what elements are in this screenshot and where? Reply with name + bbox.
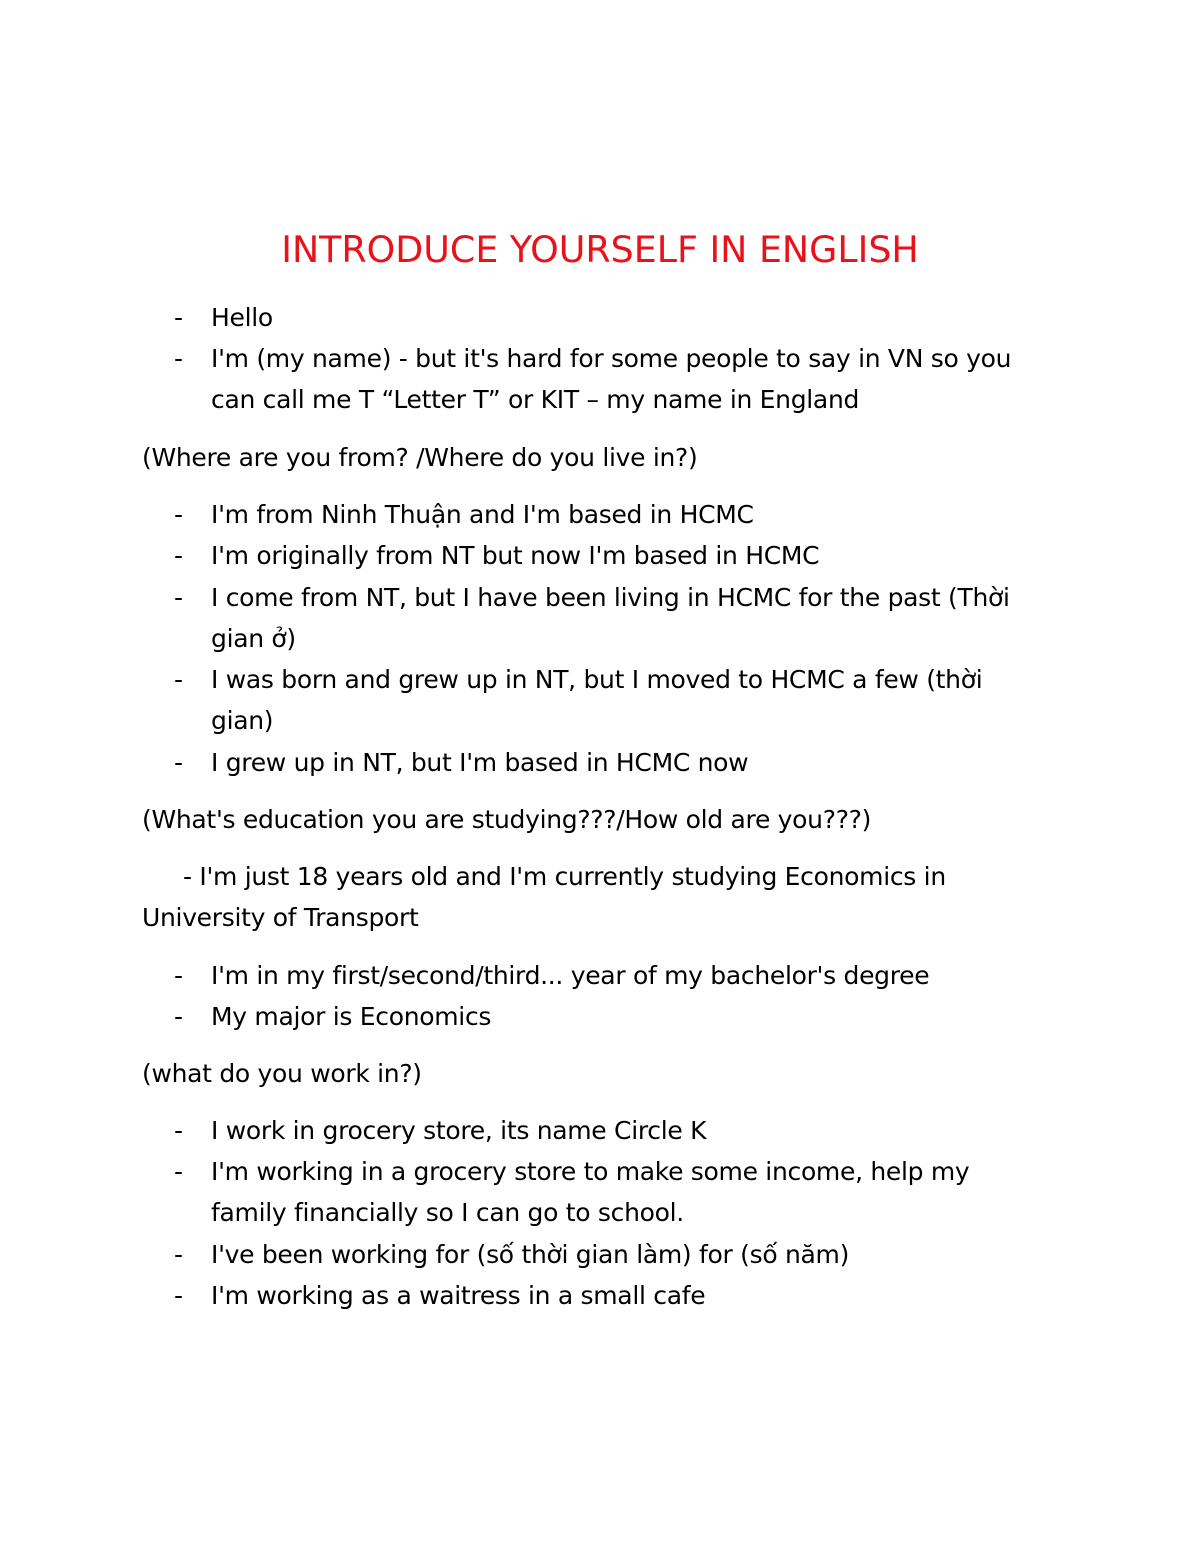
document-title: INTRODUCE YOURSELF IN ENGLISH: [281, 228, 919, 271]
bullet-dash: -: [174, 1116, 184, 1145]
bullet-dash: -: [174, 1002, 184, 1031]
list-item-name-line1: I'm (my name) - but it's hard for some people to say in VN so you: [211, 344, 1012, 373]
question-work: (what do you work in?): [142, 1059, 422, 1088]
bullet-dash: -: [174, 1281, 184, 1310]
bullet-dash: -: [174, 500, 184, 529]
education-statement-line1: - I'm just 18 years old and I'm currently studying Economics in: [183, 862, 946, 891]
list-item: I've been working for (số thời gian làm) for (số năm): [211, 1240, 850, 1269]
bullet-dash: -: [174, 1240, 184, 1269]
bullet-dash: -: [174, 344, 184, 373]
question-where-from: (Where are you from? /Where do you live in?): [142, 443, 698, 472]
list-item: I work in grocery store, its name Circle K: [211, 1116, 707, 1145]
list-item: I grew up in NT, but I'm based in HCMC now: [211, 748, 749, 777]
list-item: I'm working as a waitress in a small cafe: [211, 1281, 706, 1310]
bullet-dash: -: [174, 665, 184, 694]
bullet-dash: -: [174, 583, 184, 612]
list-item: I'm working in a grocery store to make some income, help my: [211, 1157, 970, 1186]
list-item: I'm originally from NT but now I'm based in HCMC: [211, 541, 820, 570]
bullet-dash: -: [174, 1157, 184, 1186]
list-item-continued: gian): [211, 706, 274, 735]
list-item: My major is Economics: [211, 1002, 492, 1031]
education-statement-line2: University of Transport: [142, 903, 419, 932]
list-item-continued: family financially so I can go to school.: [211, 1198, 684, 1227]
bullet-dash: -: [174, 748, 184, 777]
list-item-hello: Hello: [211, 303, 273, 332]
list-item: I was born and grew up in NT, but I moved to HCMC a few (thời: [211, 665, 983, 694]
list-item-name-line2: can call me T “Letter T” or KIT – my name in England: [211, 385, 860, 414]
list-item: I come from NT, but I have been living in HCMC for the past (Thời: [211, 583, 1010, 612]
list-item-continued: gian ở): [211, 624, 296, 653]
bullet-dash: -: [174, 541, 184, 570]
bullet-dash: -: [174, 961, 184, 990]
list-item: I'm in my first/second/third... year of my bachelor's degree: [211, 961, 930, 990]
list-item: I'm from Ninh Thuận and I'm based in HCMC: [211, 500, 754, 529]
bullet-dash: -: [174, 303, 184, 332]
question-education: (What's education you are studying???/How old are you???): [142, 805, 872, 834]
